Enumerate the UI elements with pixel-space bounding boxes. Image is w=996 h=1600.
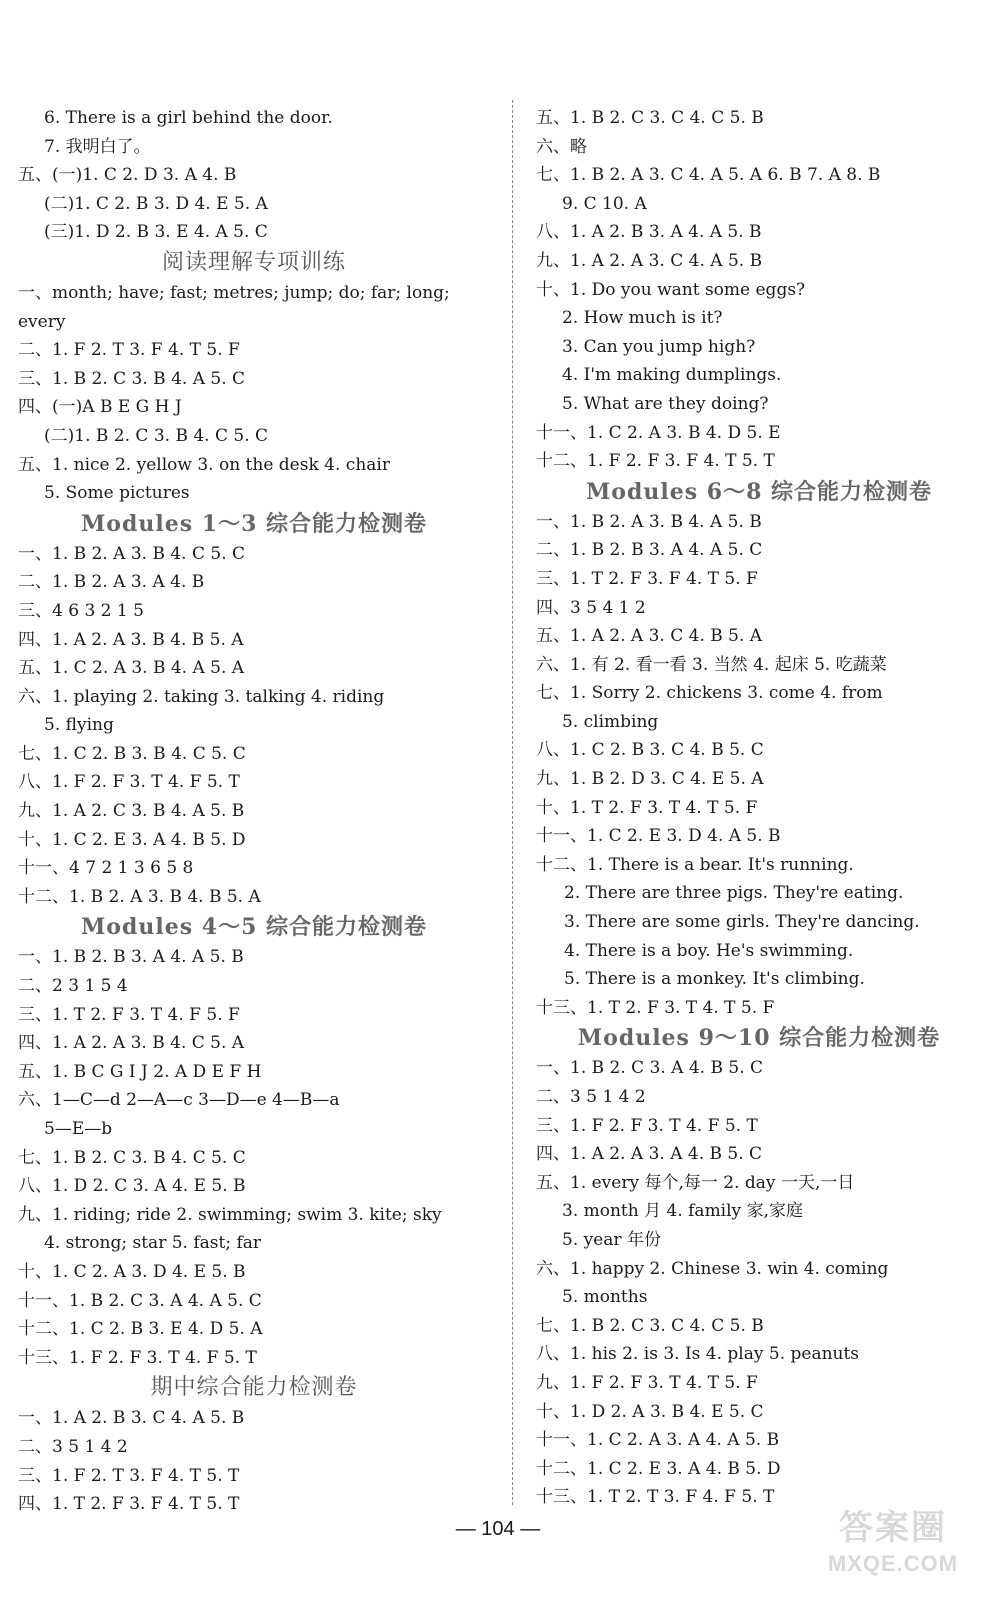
section-heading: Modules 9～10 综合能力检测卷 [577,1025,941,1052]
section-heading: 阅读理解专项训练 [161,249,346,275]
answer-line: 十一、1. C 2. A 3. B 4. D 5. E [536,422,781,443]
answer-line: 六、1. happy 2. Chinese 3. win 4. coming [536,1258,889,1279]
answer-line: (二)1. C 2. B 3. D 4. E 5. A [44,193,268,214]
answer-line: 七、1. Sorry 2. chickens 3. come 4. from [536,683,883,704]
answer-line: 5. flying [44,715,114,736]
answer-line: 5. There is a monkey. It's climbing. [564,969,865,990]
answer-line: 十二、1. C 2. B 3. E 4. D 5. A [18,1319,263,1340]
answer-line: 二、1. B 2. B 3. A 4. A 5. C [536,540,763,561]
answer-line: 7. 我明白了。 [44,136,151,157]
answer-line: 九、1. riding; ride 2. swimming; swim 3. kite; sky [18,1204,442,1225]
answer-line: 八、1. his 2. is 3. Is 4. play 5. peanuts [536,1344,860,1365]
answer-line: 5. months [562,1287,648,1308]
answer-line: 八、1. A 2. B 3. A 4. A 5. B [536,222,762,243]
answer-line: (三)1. D 2. B 3. E 4. A 5. C [44,222,268,243]
answer-line: 十、1. C 2. A 3. D 4. E 5. B [18,1261,246,1282]
answer-line: 5. What are they doing? [562,393,769,414]
answer-line: 四、1. A 2. A 3. B 4. B 5. A [18,629,244,650]
answer-line: 十二、1. There is a bear. It's running. [536,854,854,875]
answer-line: 八、1. D 2. C 3. A 4. E 5. B [18,1176,246,1197]
answer-line: 六、1—C—d 2—A—c 3—D—e 4—B—a [18,1090,340,1111]
answer-line: 一、month; have; fast; metres; jump; do; far; long; [18,282,450,303]
answer-line: 5. Some pictures [44,483,190,504]
answer-line: 9. C 10. A [562,193,647,214]
answer-line: 七、1. B 2. C 3. B 4. C 5. C [18,1147,246,1168]
answer-line: 4. There is a boy. He's swimming. [564,940,854,961]
answer-line: 十一、1. B 2. C 3. A 4. A 5. C [18,1290,262,1311]
answer-line: 2. How much is it? [562,308,723,329]
answer-line: 三、1. F 2. T 3. F 4. T 5. T [18,1465,240,1486]
answer-line: 二、3 5 1 4 2 [18,1436,128,1457]
answer-line: 十一、4 7 2 1 3 6 5 8 [18,858,194,879]
answer-line: 一、1. B 2. A 3. B 4. C 5. C [18,543,246,564]
watermark-text-top: 答案圈 [839,1509,947,1547]
answer-line: 七、1. B 2. A 3. C 4. A 5. A 6. B 7. A 8. B [536,165,881,186]
page-number: — 104 — [455,1518,541,1540]
answer-line: 四、1. A 2. A 3. B 4. C 5. A [18,1033,245,1054]
answer-line: 4. I'm making dumplings. [562,365,782,386]
answer-line: 一、1. B 2. A 3. B 4. A 5. B [536,511,762,532]
answer-line: 九、1. F 2. F 3. T 4. T 5. F [536,1372,758,1393]
answer-line: 3. There are some girls. They're dancing. [564,912,920,933]
answer-line: 三、1. B 2. C 3. B 4. A 5. C [18,368,246,389]
answer-line: 十一、1. C 2. A 3. A 4. A 5. B [536,1430,780,1451]
section-heading: Modules 6～8 综合能力检测卷 [585,478,933,505]
answer-line: 一、1. A 2. B 3. C 4. A 5. B [18,1408,245,1429]
answer-line: 九、1. A 2. A 3. C 4. A 5. B [536,250,763,271]
left-answer-column [18,104,490,1519]
answer-line: 十一、1. C 2. E 3. D 4. A 5. B [536,826,781,847]
answer-line: 3. Can you jump high? [562,336,756,357]
answer-line: 五、(一)1. C 2. D 3. A 4. B [18,165,237,186]
answer-line: 三、1. T 2. F 3. T 4. F 5. F [18,1004,240,1025]
section-heading: 期中综合能力检测卷 [150,1375,358,1401]
answer-line: 四、(一)A B E G H J [18,397,182,418]
answer-line: 五、1. every 每个,每一 2. day 一天,一日 [536,1172,855,1193]
answer-line: 四、1. T 2. F 3. F 4. T 5. T [18,1494,240,1515]
watermark-text-bottom: MXQE.COM [827,1551,959,1576]
answer-line: 五、1. B 2. C 3. C 4. C 5. B [536,108,764,128]
answer-line: 五、1. A 2. A 3. C 4. B 5. A [536,626,763,647]
answer-line: (二)1. B 2. C 3. B 4. C 5. C [44,425,269,446]
answer-line: 三、1. F 2. F 3. T 4. F 5. T [536,1115,758,1136]
answer-line: 2. There are three pigs. They're eating. [564,883,904,904]
answer-line: 二、1. B 2. A 3. A 4. B [18,572,205,593]
answer-line: 二、3 5 1 4 2 [536,1087,646,1107]
watermark-logo [808,1506,978,1586]
answer-line: 六、1. 有 2. 看一看 3. 当然 4. 起床 5. 吃蔬菜 [536,654,887,675]
answer-line: 5—E—b [44,1119,113,1139]
answer-line: 九、1. A 2. C 3. B 4. A 5. B [18,801,245,822]
answer-line: every [18,311,66,332]
section-heading: Modules 4～5 综合能力检测卷 [80,914,428,941]
right-answer-column [536,104,982,1512]
section-heading: Modules 1～3 综合能力检测卷 [80,510,428,537]
answer-line: 5. climbing [562,711,659,732]
answer-line: 十、1. D 2. A 3. B 4. E 5. C [536,1401,764,1422]
answer-line: 十三、1. F 2. F 3. T 4. F 5. T [18,1347,257,1368]
column-divider [512,100,513,1505]
answer-line: 四、3 5 4 1 2 [536,597,646,618]
answer-line: 5. year 年份 [562,1229,661,1250]
answer-line: 七、1. B 2. C 3. C 4. C 5. B [536,1315,764,1336]
answer-line: 七、1. C 2. B 3. B 4. C 5. C [18,743,246,764]
answer-line: 十三、1. T 2. T 3. F 4. F 5. T [536,1487,775,1508]
answer-line: 二、1. F 2. T 3. F 4. T 5. F [18,340,240,361]
answer-line: 3. month 月 4. family 家,家庭 [562,1201,803,1222]
answer-line: 一、1. B 2. B 3. A 4. A 5. B [18,947,244,968]
answer-line: 4. strong; star 5. fast; far [44,1233,262,1254]
answer-line: 五、1. C 2. A 3. B 4. A 5. A [18,658,245,679]
answer-line: 八、1. C 2. B 3. C 4. B 5. C [536,740,764,761]
answer-line: 九、1. B 2. D 3. C 4. E 5. A [536,769,764,790]
answer-line: 十、1. Do you want some eggs? [536,279,806,300]
answer-line: 十、1. C 2. E 3. A 4. B 5. D [18,829,246,850]
answer-line: 五、1. nice 2. yellow 3. on the desk 4. chair [18,454,390,475]
answer-line: 十、1. T 2. F 3. T 4. T 5. F [536,797,758,818]
answer-line: 一、1. B 2. C 3. A 4. B 5. C [536,1058,764,1079]
answer-line: 二、2 3 1 5 4 [18,976,128,997]
answer-line: 十二、1. F 2. F 3. F 4. T 5. T [536,451,775,472]
answer-line: 五、1. B C G I J 2. A D E F H [18,1061,262,1082]
answer-line: 八、1. F 2. F 3. T 4. F 5. T [18,772,240,793]
answer-line: 十三、1. T 2. F 3. T 4. T 5. F [536,997,775,1018]
answer-line: 三、4 6 3 2 1 5 [18,600,144,621]
answer-line: 四、1. A 2. A 3. A 4. B 5. C [536,1144,763,1165]
answer-line: 十二、1. B 2. A 3. B 4. B 5. A [18,886,261,907]
answer-line: 六、略 [536,136,587,157]
answer-line: 6. There is a girl behind the door. [44,108,333,128]
answer-line: 六、1. playing 2. taking 3. talking 4. riding [18,686,385,707]
answer-line: 三、1. T 2. F 3. F 4. T 5. F [536,568,758,589]
answer-line: 十二、1. C 2. E 3. A 4. B 5. D [536,1458,781,1479]
